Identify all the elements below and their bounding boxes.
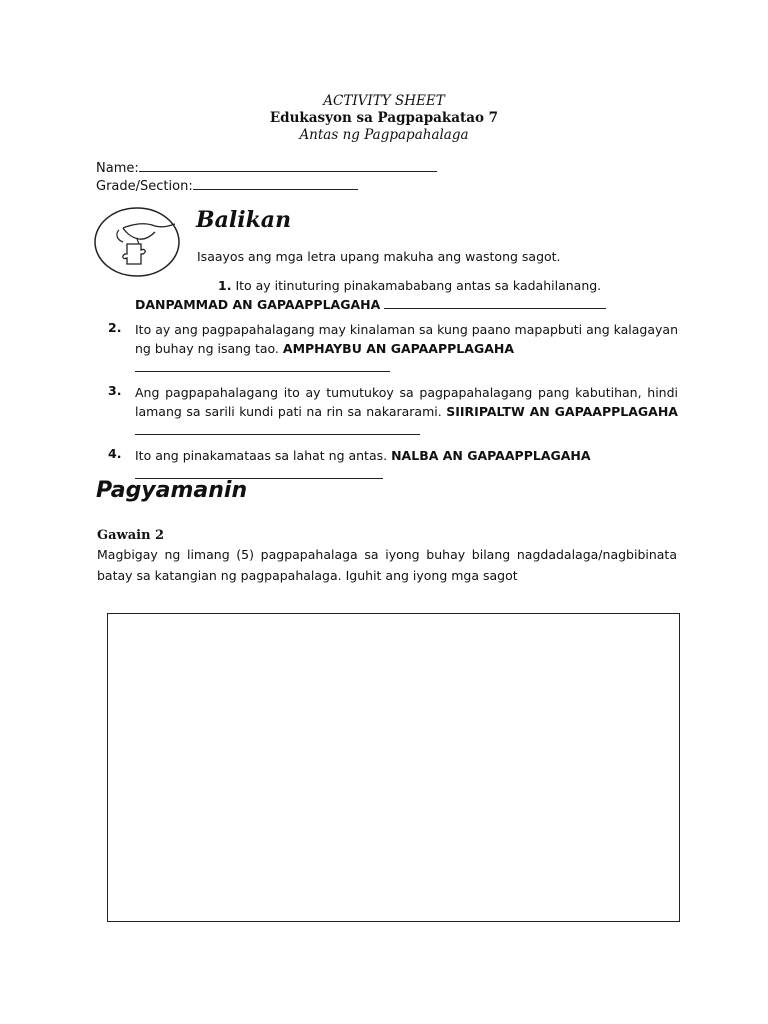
item-1-text: Ito ay itinuturing pinakamababang antas sa kadahilanang. <box>235 278 602 293</box>
activity-sheet-label: ACTIVITY SHEET <box>323 93 445 109</box>
name-line[interactable] <box>139 159 437 172</box>
item-2-text: Ito ay ang pagpapahalagang may kinalaman sa kung paano mapapbuti ang kalagayan ng buhay ng isang tao. <box>135 322 678 356</box>
item-2-number: 2. <box>108 320 122 335</box>
item-4-number: 4. <box>108 446 122 461</box>
name-label: Name: <box>96 161 139 176</box>
gawain-instruction: Magbigay ng limang (5) pagpapahalaga sa iyong buhay bilang nagdadalaga/nagbibinata batay sa katangian ng pagpapahalaga. Iguhit ang iyong mga sagot <box>97 547 677 583</box>
item-3-blank[interactable] <box>135 422 420 435</box>
subject-title: Edukasyon sa Pagpapakatao 7 <box>269 110 499 126</box>
list-item <box>108 320 678 377</box>
grade-section-label: Grade/Section: <box>96 179 193 194</box>
item-4-answer: NALBA AN GAPAAPPLAGAHA <box>391 448 591 463</box>
topic-title: Antas ng Pagpapahalaga <box>299 127 469 143</box>
item-2-blank[interactable] <box>135 359 390 372</box>
list-item <box>108 276 678 314</box>
document-header <box>0 93 768 144</box>
grade-section-field[interactable] <box>96 177 358 194</box>
pagyamanin-title: Pagyamanin <box>96 478 248 503</box>
item-4-text: Ito ang pinakamataas sa lahat ng antas. <box>135 448 388 463</box>
balikan-instruction: Isaayos ang mga letra upang makuha ang wastong sagot. <box>197 249 561 264</box>
item-1-blank[interactable] <box>384 296 606 309</box>
item-2-answer: AMPHAYBU AN GAPAAPPLAGAHA <box>282 341 515 356</box>
balikan-title: Balikan <box>196 207 292 233</box>
gawain-label: Gawain 2 <box>97 528 165 543</box>
item-1-answer: DANPAMMAD AN GAPAAPPLAGAHA <box>135 297 381 312</box>
item-3-answer: SIIRIPALTW AN GAPAAPPLAGAHA <box>446 404 678 419</box>
item-3-number: 3. <box>108 383 122 398</box>
item-1-number: 1. <box>218 278 232 293</box>
grade-section-line[interactable] <box>193 177 358 190</box>
answer-drawing-box[interactable] <box>107 613 680 922</box>
list-item <box>108 383 678 440</box>
item-3-text: Ang pagpapahalagang ito ay tumutukoy sa pagpapahalagang pang kabutihan, hindi lamang sa sarili kundi pati na rin sa nakararami. <box>135 385 678 419</box>
hand-puzzle-icon <box>93 206 183 278</box>
name-field[interactable] <box>96 159 437 176</box>
balikan-items <box>108 276 678 490</box>
